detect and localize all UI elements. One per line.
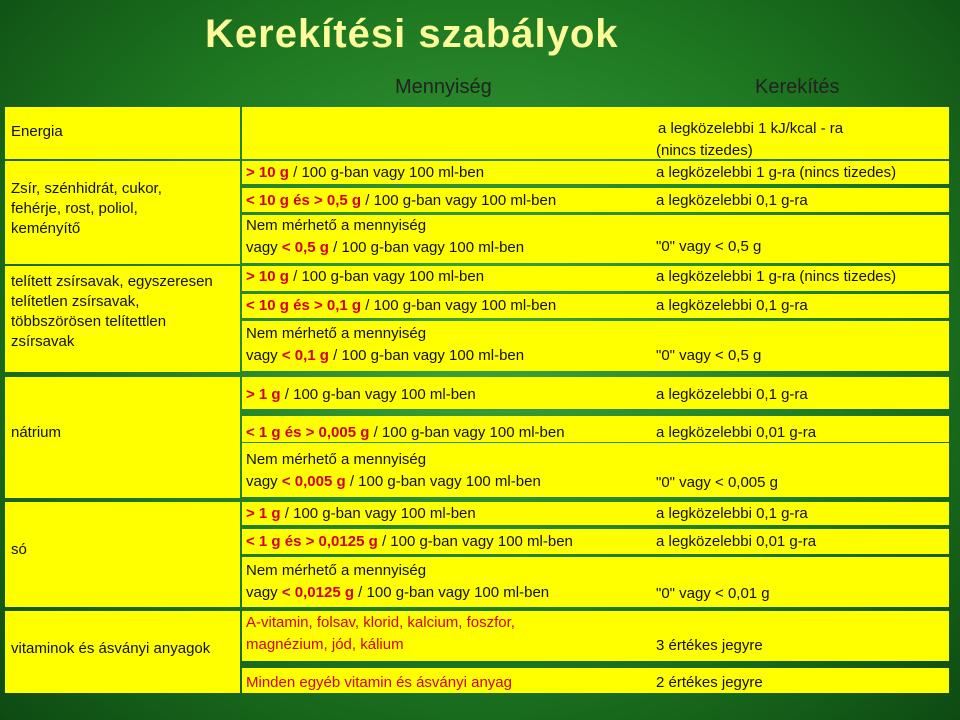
- rounding-telitett-3: "0" vagy < 0,5 g: [656, 347, 762, 364]
- nutrient-label-zsir: Zsír, szénhidrát, cukor, fehérje, rost, poliol, keményítő: [11, 180, 162, 237]
- quantity-zsir-1: > 10 g / 100 g-ban vagy 100 ml-ben: [246, 164, 485, 181]
- quantity-so-2: < 1 g és > 0,0125 g / 100 g-ban vagy 100 ml-ben: [246, 533, 573, 550]
- quantity-telitett-1: > 10 g / 100 g-ban vagy 100 ml-ben: [246, 268, 485, 285]
- nutrient-label-so: só: [11, 541, 27, 558]
- header-rounding: Kerekítés: [755, 76, 840, 98]
- rounding-energia-2: (nincs tizedes): [656, 142, 753, 159]
- rounding-telitett-1: a legközelebbi 1 g-ra (nincs tizedes): [656, 268, 897, 285]
- rounding-vitamin-2: 2 értékes jegyre: [656, 674, 763, 691]
- nutrient-label-energia: Energia: [11, 123, 63, 140]
- rounding-natrium-2: a legközelebbi 0,01 g-ra: [656, 424, 817, 441]
- rounding-vitamin-1: 3 értékes jegyre: [656, 637, 763, 654]
- quantity-telitett-2: < 10 g és > 0,1 g / 100 g-ban vagy 100 ml-ben: [246, 297, 557, 314]
- rounding-so-1: a legközelebbi 0,1 g-ra: [656, 505, 808, 522]
- rounding-zsir-1: a legközelebbi 1 g-ra (nincs tizedes): [656, 164, 897, 181]
- page-title: Kerekítési szabályok: [205, 12, 619, 56]
- rounding-so-2: a legközelebbi 0,01 g-ra: [656, 533, 817, 550]
- rounding-zsir-2: a legközelebbi 0,1 g-ra: [656, 192, 808, 209]
- nutrient-cell-so: [5, 502, 240, 607]
- quantity-vitamin-2: Minden egyéb vitamin és ásványi anyag: [246, 674, 512, 691]
- rounding-natrium-1: a legközelebbi 0,1 g-ra: [656, 386, 808, 403]
- quantity-so-3: Nem mérhető a mennyiség vagy < 0,0125 g / 100 g-ban vagy 100 ml-ben: [246, 562, 550, 601]
- rounding-natrium-3: "0" vagy < 0,005 g: [656, 474, 778, 491]
- quantity-vitamin-1: A-vitamin, folsav, klorid, kalcium, foszfor, magnézium, jód, kálium: [246, 614, 515, 653]
- quantity-zsir-2: < 10 g és > 0,5 g / 100 g-ban vagy 100 ml-ben: [246, 192, 557, 209]
- rounding-so-3: "0" vagy < 0,01 g: [656, 585, 770, 602]
- nutrient-label-vitamin: vitaminok és ásványi anyagok: [11, 640, 211, 657]
- quantity-natrium-3: Nem mérhető a mennyiség vagy < 0,005 g / 100 g-ban vagy 100 ml-ben: [246, 451, 541, 490]
- quantity-telitett-3: Nem mérhető a mennyiség vagy < 0,1 g / 100 g-ban vagy 100 ml-ben: [246, 325, 525, 364]
- nutrient-label-natrium: nátrium: [11, 424, 62, 441]
- header-quantity: Mennyiség: [395, 76, 492, 98]
- quantity-so-1: > 1 g / 100 g-ban vagy 100 ml-ben: [246, 505, 476, 522]
- nutrient-label-telitett: telített zsírsavak, egyszeresen telítetlen zsírsavak, többszörösen telítettlen zsírsavak: [11, 273, 213, 350]
- rounding-zsir-3: "0" vagy < 0,5 g: [656, 238, 762, 255]
- rounding-energia-1: a legközelebbi 1 kJ/kcal - ra: [658, 120, 844, 137]
- rounding-telitett-2: a legközelebbi 0,1 g-ra: [656, 297, 808, 314]
- quantity-zsir-3: Nem mérhető a mennyiség vagy < 0,5 g / 100 g-ban vagy 100 ml-ben: [246, 217, 525, 256]
- quantity-natrium-2: < 1 g és > 0,005 g / 100 g-ban vagy 100 ml-ben: [246, 424, 565, 441]
- quantity-natrium-1: > 1 g / 100 g-ban vagy 100 ml-ben: [246, 386, 476, 403]
